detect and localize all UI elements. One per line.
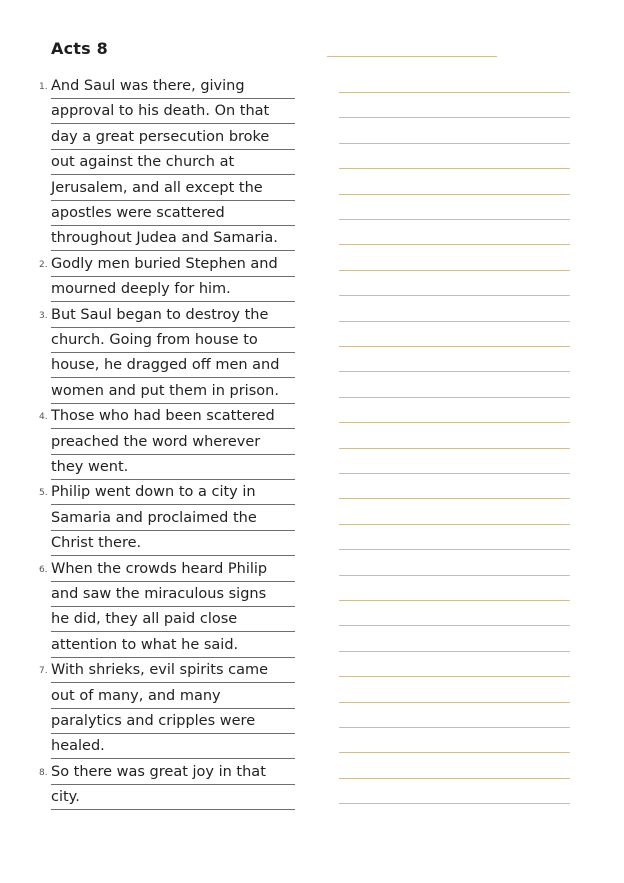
title-writing-line bbox=[327, 56, 497, 57]
page-title: Acts 8 bbox=[51, 39, 108, 58]
verse-line-text: When the crowds heard Philip bbox=[51, 560, 268, 577]
verse-line bbox=[51, 277, 295, 302]
verse-line-text: With shrieks, evil spirits came bbox=[51, 662, 269, 679]
writing-line bbox=[339, 524, 570, 525]
writing-line bbox=[339, 219, 570, 220]
verse-line-text: Jerusalem, and all except the bbox=[51, 179, 263, 196]
verse-line-text: Godly men buried Stephen and bbox=[51, 255, 278, 272]
writing-line bbox=[339, 397, 570, 398]
verse-line bbox=[51, 430, 295, 455]
verse-line bbox=[51, 633, 295, 658]
verse-number: 2. bbox=[39, 259, 48, 270]
verse-line bbox=[51, 125, 295, 150]
verse-line-text: women and put them in prison. bbox=[51, 382, 279, 399]
writing-line bbox=[339, 498, 570, 499]
writing-line bbox=[339, 702, 570, 703]
verse-line bbox=[51, 734, 295, 759]
verse-line-text: Christ there. bbox=[51, 535, 142, 552]
writing-line bbox=[339, 346, 570, 347]
writing-line bbox=[339, 143, 570, 144]
verse-line-text: and saw the miraculous signs bbox=[51, 586, 267, 602]
verse-line bbox=[51, 201, 295, 226]
verse-line bbox=[51, 531, 295, 556]
verse-number: 4. bbox=[39, 412, 48, 423]
verse-line-text: So there was great joy in that bbox=[51, 763, 266, 780]
verse-number: 1. bbox=[39, 82, 48, 92]
writing-line bbox=[339, 727, 570, 728]
verse-line bbox=[51, 379, 295, 404]
verse-line bbox=[51, 785, 295, 810]
verse-line-text: healed. bbox=[51, 738, 105, 755]
writing-line bbox=[339, 244, 570, 245]
writing-line bbox=[339, 676, 570, 677]
writing-line bbox=[339, 422, 570, 423]
writing-line bbox=[339, 600, 570, 601]
verse-line-text: throughout Judea and Samaria. bbox=[51, 230, 278, 247]
writing-line bbox=[339, 549, 570, 550]
writing-line bbox=[339, 575, 570, 576]
verse-line bbox=[51, 328, 295, 353]
verse-number: 5. bbox=[39, 488, 48, 499]
verse-line-text: out against the church at bbox=[51, 154, 235, 171]
verse-line-text: he did, they all paid close bbox=[51, 611, 238, 628]
writing-line bbox=[339, 803, 570, 804]
verse-line-text: they went. bbox=[51, 459, 129, 475]
writing-line bbox=[339, 117, 570, 118]
verse-line-text: attention to what he said. bbox=[51, 636, 239, 653]
verse-number: 8. bbox=[39, 767, 48, 778]
verse-line bbox=[39, 303, 295, 328]
verse-line-text: Philip went down to a city in bbox=[51, 484, 256, 501]
verse-number: 6. bbox=[39, 564, 48, 575]
writing-line bbox=[339, 168, 570, 169]
verse-line bbox=[51, 506, 295, 531]
writing-line bbox=[339, 752, 570, 753]
verse-line-text: paralytics and cripples were bbox=[51, 713, 256, 729]
verse-line bbox=[51, 607, 295, 632]
verse-line bbox=[39, 74, 295, 99]
verse-line-text: approval to his death. On that bbox=[51, 103, 270, 120]
verse-line-text: mourned deeply for him. bbox=[51, 281, 231, 298]
writing-line bbox=[339, 473, 570, 474]
verse-line-text: day a great persecution broke bbox=[51, 128, 270, 145]
verse-line bbox=[39, 658, 295, 683]
verse-line-text: city. bbox=[51, 789, 80, 806]
verse-line-text: apostles were scattered bbox=[51, 205, 225, 221]
writing-line bbox=[339, 371, 570, 372]
verse-line bbox=[39, 252, 295, 277]
writing-line bbox=[339, 92, 570, 93]
verse-number: 3. bbox=[39, 310, 48, 321]
writing-line bbox=[339, 295, 570, 296]
verse-number: 7. bbox=[39, 666, 48, 677]
writing-line bbox=[339, 651, 570, 652]
verse-line bbox=[51, 226, 295, 251]
verse-line bbox=[39, 557, 295, 582]
writing-line bbox=[339, 194, 570, 195]
verse-line-text: But Saul began to destroy the bbox=[51, 306, 269, 323]
verse-line bbox=[51, 150, 295, 175]
verse-line bbox=[39, 404, 295, 429]
writing-line bbox=[339, 448, 570, 449]
verse-line bbox=[51, 684, 295, 709]
writing-line bbox=[339, 625, 570, 626]
verse-line-text: church. Going from house to bbox=[51, 332, 258, 348]
verse-line bbox=[51, 176, 295, 201]
verse-line bbox=[51, 455, 295, 480]
verse-line bbox=[39, 480, 295, 505]
verse-line-text: Samaria and proclaimed the bbox=[51, 509, 257, 526]
verse-line bbox=[51, 99, 295, 124]
verse-line bbox=[39, 760, 295, 785]
verse-line bbox=[51, 353, 295, 378]
writing-line bbox=[339, 778, 570, 779]
verse-line bbox=[51, 709, 295, 734]
verse-line-text: Those who had been scattered bbox=[51, 408, 275, 425]
writing-line bbox=[339, 321, 570, 322]
writing-line bbox=[339, 270, 570, 271]
verse-line-text: preached the word wherever bbox=[51, 433, 261, 450]
verse-line-text: house, he dragged off men and bbox=[51, 357, 280, 374]
verse-line-text: out of many, and many bbox=[51, 687, 221, 704]
verse-line bbox=[51, 582, 295, 607]
verse-line-text: And Saul was there, giving bbox=[51, 78, 245, 94]
